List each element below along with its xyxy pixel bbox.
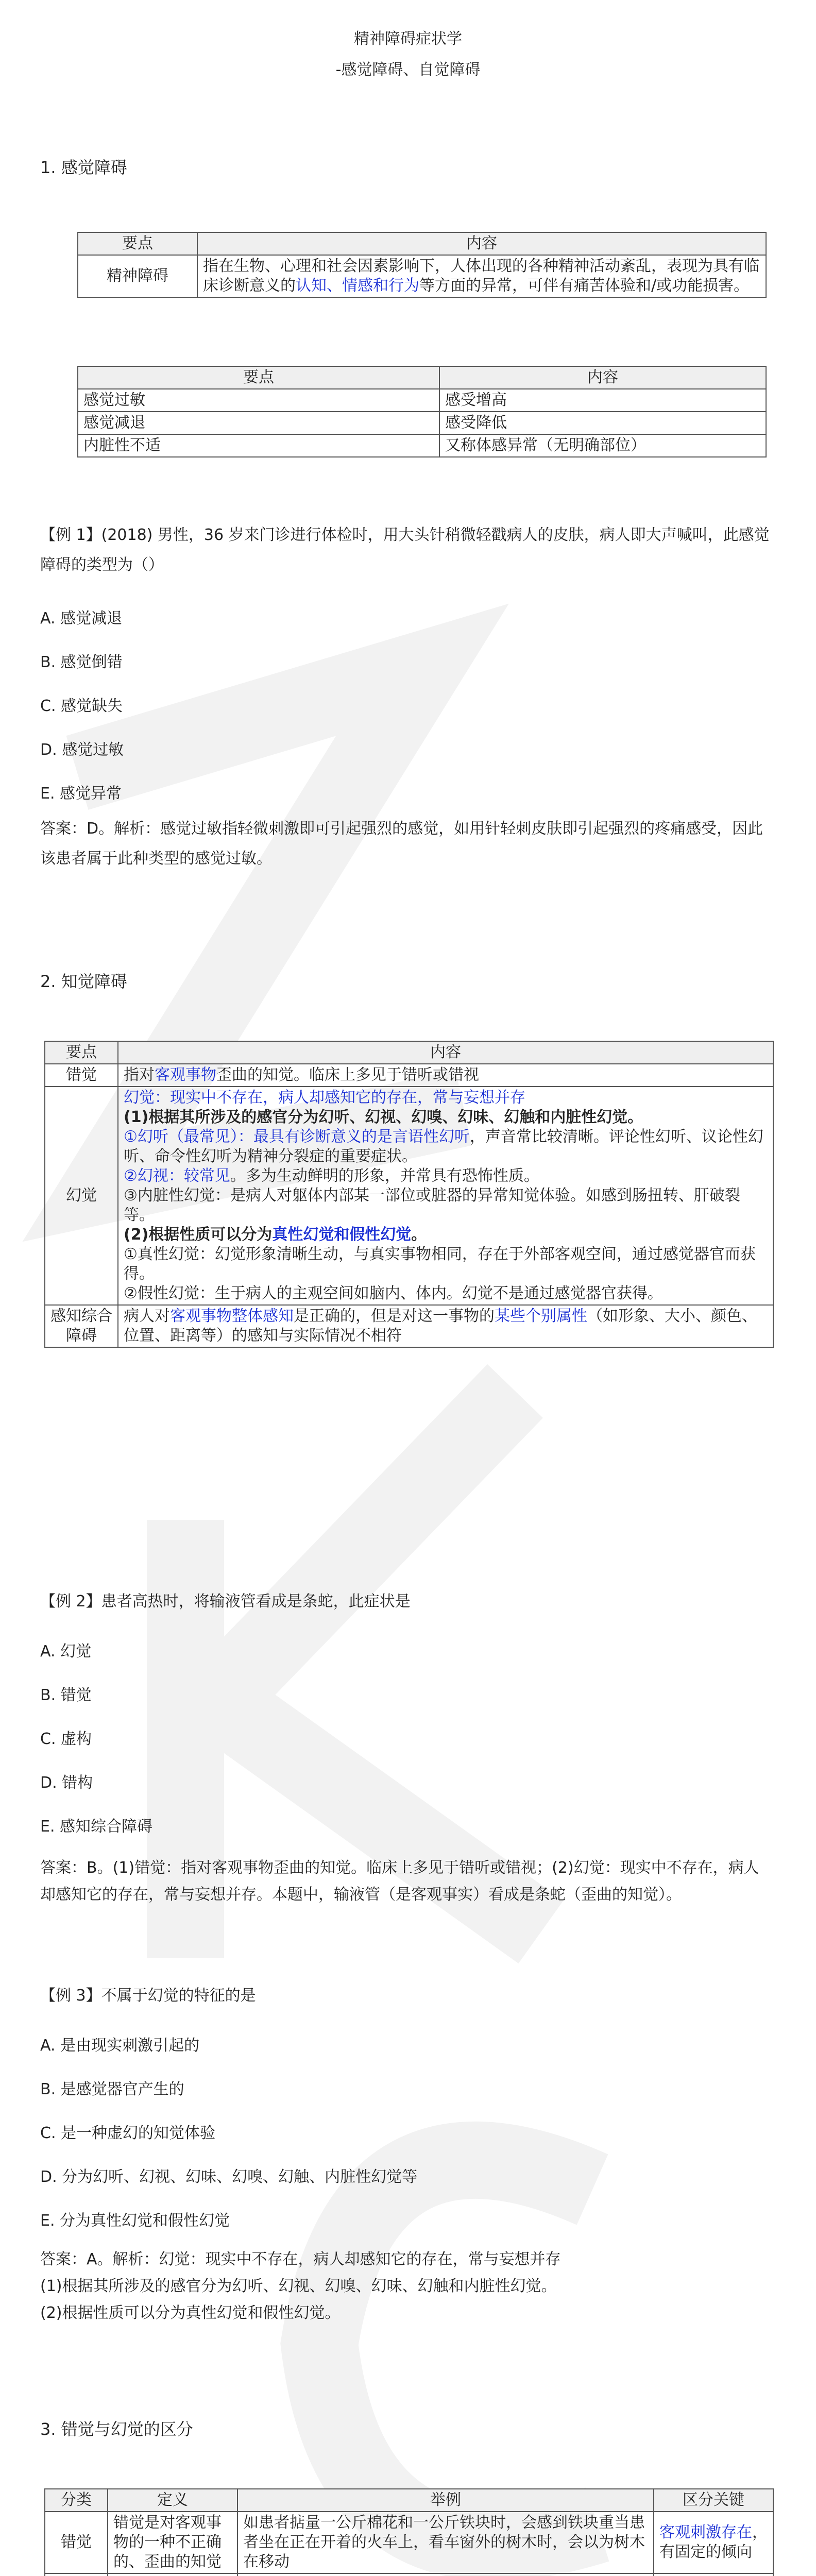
example-2-answer: 答案：B。(1)错觉：指对客观事物歪曲的知觉。临床上多见于错听或错视；(2)幻觉：现实中不存在，病人却感知它的存在，常与妄想并存。本题中，输液管（是客观事实）看成是条蛇（歪曲的知觉）。 [40, 1859, 759, 1904]
watermark-letter-c-1 [319, 2160, 598, 2543]
table-illusion-vs-hallucination: 分类 定义 举例 区分关键 错觉 错觉是对客观事物的一种不正确的、歪曲的知觉 如患者掂量一公斤棉花和一公斤铁块时，会感到铁块重当患者坐在正在开着的火车上，看车窗外的树木时，会以为树木在移动 客观刺激存在，有固定的倾向 [44, 2488, 774, 2576]
table-perception-disorder: 要点 内容 错觉 指对客观事物歪曲的知觉。临床上多见于错听或错视 幻觉 幻觉：现实中不存在，病人却感知它的存在，常与妄想并存 (1)根据其所涉及的感官分为幻听、幻视、幻嗅、幻味、幻触和内脏性幻觉。 ①幻听（最常见）：最具有诊断意义的是言语性幻听，声音常比较清晰。评论性幻听、议论性幻听、命令性幻听为精神分裂症的重要症状。 ②幻视：较常见。多为生动鲜明的形象，并常具有恐怖性质。 ③内脏性幻觉：是病人对躯体内部某一部位或脏器的异常知觉体验。如感到肠扭转、肝破裂等。 (2)根据性质可以分为真性幻觉和假性幻觉。 ①真性幻觉：幻觉形象清晰生动，与真实事物相同，存在于外部客观空间，通过感觉器官而获得。 ②假性幻觉：生于病人的主观空间如脑内、体内。幻觉不是通过感觉器官获得。 感知综合障碍 病人对客观事物整体感知是正确的，但是对这一事物的某些个别属性（如形象、大小、颜色、位置、距离等）的感知与实际情况不相符 [44, 1041, 774, 1348]
example-1-option: C. 感觉缺失 [40, 697, 123, 715]
table-sensory-disorder: 要点 内容 感觉过敏 感受增高 感觉减退 感受降低 内脏性不适 又称体感异常（无明确部位） [77, 366, 767, 457]
example-2-stem: 【例 2】患者高热时，将输液管看成是条蛇，此症状是 [40, 1592, 411, 1611]
table-row: 错觉 错觉是对客观事物的一种不正确的、歪曲的知觉 如患者掂量一公斤棉花和一公斤铁块时，会感到铁块重当患者坐在正在开着的火车上，看车窗外的树木时，会以为树木在移动 客观刺激存在，有固定的倾向 [45, 2512, 773, 2573]
example-1-option: D. 感觉过敏 [40, 741, 124, 759]
example-1-answer: 答案：D。解析：感觉过敏指轻微刺激即可引起强烈的感觉，如用针轻刺皮肤即引起强烈的疼痛感受，因此该患者属于此种类型的感觉过敏。 [40, 820, 763, 868]
example-3-option: B. 是感觉器官产生的 [40, 2080, 184, 2098]
page-title: 精神障碍症状学 [354, 30, 462, 48]
example-3-option: E. 分为真性幻觉和假性幻觉 [40, 2212, 230, 2230]
example-1-stem: 【例 1】(2018) 男性，36 岁来门诊进行体检时，用大头针稍微轻戳病人的皮肤，病人即大声喊叫，此感觉障碍的类型为（） [40, 526, 770, 574]
section-3-heading: 3. 错觉与幻觉的区分 [40, 2419, 193, 2439]
table-row: 幻觉 幻觉：现实中不存在，病人却感知它的存在，常与妄想并存 (1)根据其所涉及的感官分为幻听、幻视、幻嗅、幻味、幻触和内脏性幻觉。 ①幻听（最常见）：最具有诊断意义的是言语性幻听，声音常比较清晰。评论性幻听、议论性幻听、命令性幻听为精神分裂症的重要症状。 ②幻视：较常见。多为生动鲜明的形象，并常具有恐怖性质。 ③内脏性幻觉：是病人对躯体内部某一部位或脏器的异常知觉体验。如感到肠扭转、肝破裂等。 (2)根据性质可以分为真性幻觉和假性幻觉。 ①真性幻觉：幻觉形象清晰生动，与真实事物相同，存在于外部客观空间，通过感觉器官而获得。 ②假性幻觉：生于病人的主观空间如脑内、体内。幻觉不是通过感觉器官获得。 [45, 1087, 773, 1305]
section-1-heading: 1. 感觉障碍 [40, 158, 127, 177]
example-1-option: A. 感觉减退 [40, 609, 123, 628]
table-row: 感觉减退 感受降低 [78, 412, 766, 434]
table-row: 感觉过敏 感受增高 [78, 389, 766, 412]
example-2-option: E. 感知综合障碍 [40, 1818, 153, 1836]
table-row [45, 2573, 773, 2576]
example-3-option: A. 是由现实刺激引起的 [40, 2037, 200, 2055]
example-2-option: C. 虚构 [40, 1730, 92, 1748]
example-3-stem: 【例 3】不属于幻觉的特征的是 [40, 1987, 256, 2005]
example-3-answer: 答案：A。解析：幻觉：现实中不存在，病人却感知它的存在，常与妄想并存 (1)根据其所涉及的感官分为幻听、幻视、幻嗅、幻味、幻触和内脏性幻觉。 (2)根据性质可以分为真性幻觉和假性幻觉。 [40, 2250, 561, 2322]
term-mental-disorder: 精神障碍 [78, 255, 197, 297]
table-row: 错觉 指对客观事物歪曲的知觉。临床上多见于错听或错视 [45, 1064, 773, 1087]
table-row: 内脏性不适 又称体感异常（无明确部位） [78, 434, 766, 457]
example-2-option: A. 幻觉 [40, 1642, 92, 1660]
table-mental-disorder: 要点 内容 精神障碍 指在生物、心理和社会因素影响下，人体出现的各种精神活动紊乱，表现为具有临床诊断意义的认知、情感和行为等方面的异常，可伴有痛苦体验和/或功能损害。 [77, 232, 767, 298]
section-2-heading: 2. 知觉障碍 [40, 972, 127, 991]
example-3-option: D. 分为幻听、幻视、幻味、幻嗅、幻触、内脏性幻觉等 [40, 2168, 418, 2186]
example-3-option: C. 是一种虚幻的知觉体验 [40, 2124, 216, 2142]
example-1-option: E. 感觉异常 [40, 785, 122, 803]
example-1-option: B. 感觉倒错 [40, 653, 123, 671]
page-subtitle: -感觉障碍、自觉障碍 [335, 61, 481, 79]
example-2-option: D. 错构 [40, 1774, 93, 1792]
example-2-option: B. 错觉 [40, 1686, 92, 1704]
table-row: 感知综合障碍 病人对客观事物整体感知是正确的，但是对这一事物的某些个别属性（如形象、大小、颜色、位置、距离等）的感知与实际情况不相符 [45, 1305, 773, 1347]
